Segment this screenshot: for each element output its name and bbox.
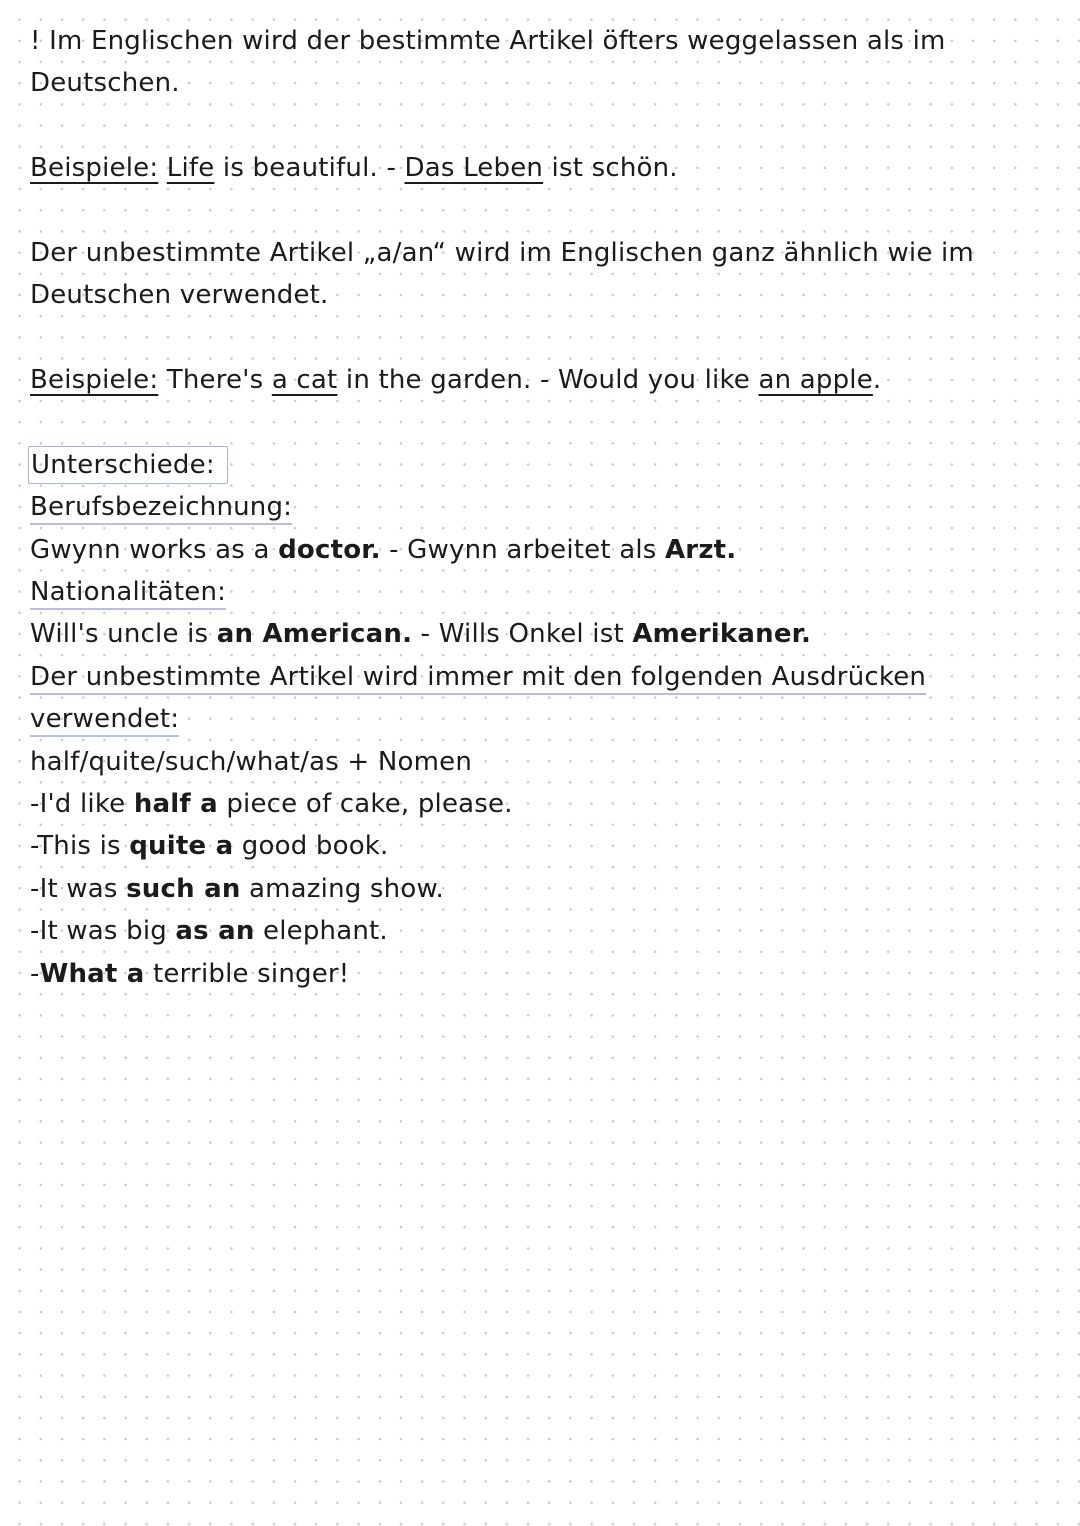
- example-text: ist schön.: [543, 153, 678, 184]
- rule-line-2: verwendet:: [30, 704, 180, 735]
- indefinite-line-2: Deutschen verwendet.: [30, 280, 329, 311]
- example-word: Das Leben: [404, 153, 544, 184]
- nationality-example: Will's uncle is an American. - Wills Onkel ist Amerikaner.: [30, 619, 812, 650]
- example-item: -This is quite a good book.: [30, 831, 389, 862]
- example-definite: [30, 147, 1050, 189]
- example-word: Life: [166, 153, 215, 184]
- example-item: -It was such an amazing show.: [30, 873, 444, 904]
- example-item: -I'd like half a piece of cake, please.: [30, 789, 513, 820]
- differences-heading: Unterschiede:: [28, 446, 228, 484]
- differences-heading-row: [30, 444, 1050, 486]
- rule-formula: half/quite/such/what/as + Nomen: [30, 746, 473, 777]
- example-label: Beispiele:: [30, 365, 159, 396]
- example-text: There's: [158, 365, 272, 396]
- intro-line-2: Deutschen.: [30, 68, 180, 99]
- job-title-example: Gwynn works as a doctor. - Gwynn arbeitet als Arzt.: [30, 534, 737, 565]
- example-item: -It was big as an elephant.: [30, 916, 388, 947]
- rule-line-1: Der unbestimmte Artikel wird immer mit den folgenden Ausdrücken: [30, 661, 927, 692]
- example-indefinite: [30, 359, 1050, 401]
- job-title-label: Berufsbezeichnung:: [30, 492, 293, 523]
- intro-line-1: ! Im Englischen wird der bestimmte Artikel öfters weggelassen als im: [30, 26, 946, 56]
- example-item: -What a terrible singer!: [30, 958, 350, 989]
- example-text: .: [872, 365, 882, 396]
- example-text: is beautiful. -: [214, 153, 405, 184]
- example-word: a cat: [271, 365, 338, 396]
- example-text: in the garden. - Would you like: [337, 365, 759, 396]
- note-page: [30, 20, 1050, 995]
- nationality-label: Nationalitäten:: [30, 577, 227, 608]
- example-label: Beispiele:: [30, 153, 159, 184]
- example-word: an apple: [758, 365, 873, 396]
- indefinite-line-1: Der unbestimmte Artikel „a/an“ wird im Englischen ganz ähnlich wie im: [30, 237, 974, 268]
